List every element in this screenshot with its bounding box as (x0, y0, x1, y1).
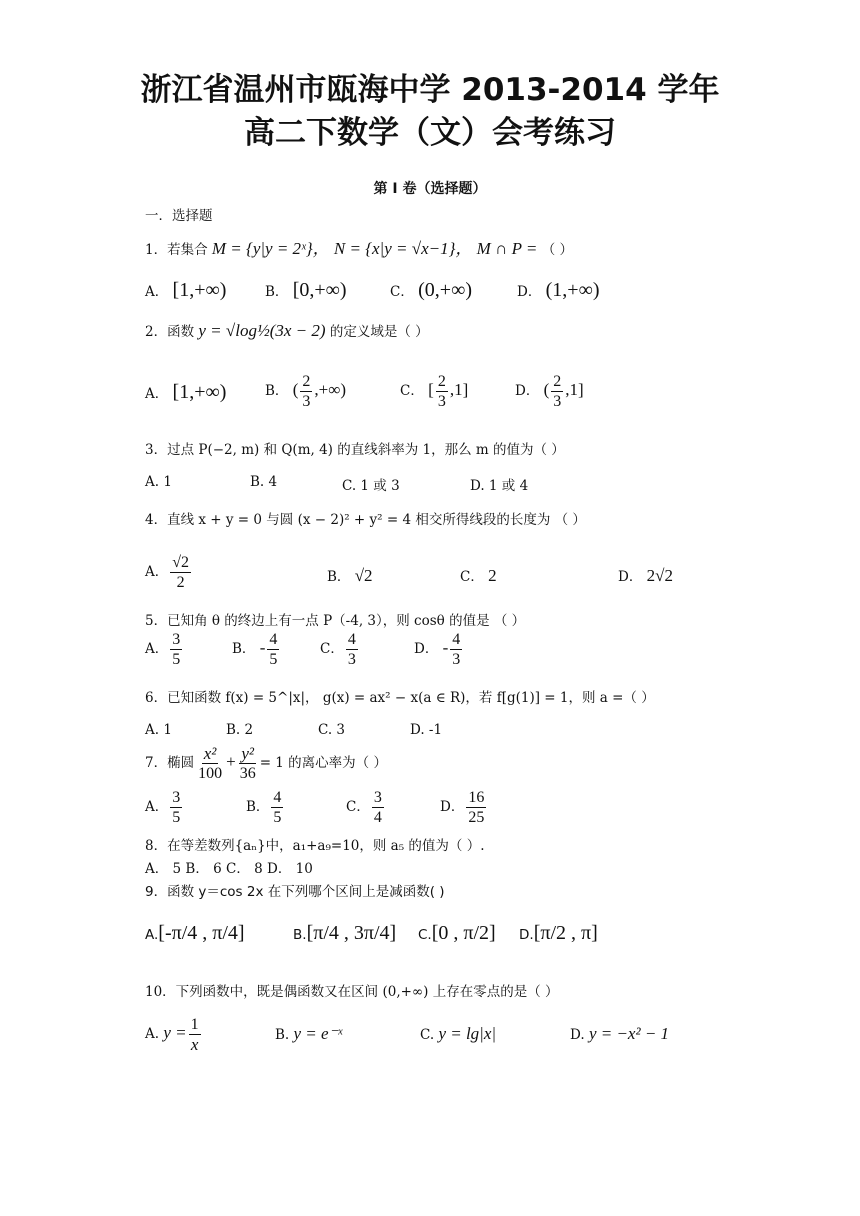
q6-option-d: D. -1 (410, 722, 443, 738)
q6-option-a: A. 1 (145, 722, 172, 738)
q6-option-b: B. 2 (226, 722, 254, 738)
question-2: 2．函数 y = √log½(3x − 2) 的定义域是（ ） (145, 321, 429, 340)
q8-options: A． 5 B． 6 C． 8 D． 10 (145, 861, 313, 877)
q3-option-a: A. 1 (145, 474, 172, 490)
q5-option-b: B． - $\frac{4}{5}$ (232, 631, 278, 668)
q4-option-d: D． 2√2 (618, 566, 673, 585)
question-9: 9．函数 y＝cos 2x 在下列哪个区间上是减函数( ) (145, 884, 445, 900)
q9-option-b: B.[π/4 , 3π/4] (293, 922, 397, 944)
q7-option-c: C． $\frac{3}{4}$ (346, 789, 382, 826)
q4-option-a: A． $\frac{√2}{2}$ (145, 554, 190, 591)
q2-option-a: A． [1,+∞) (145, 381, 227, 403)
q7-option-a: A． $\frac{3}{5}$ (145, 789, 181, 826)
q7-option-d: D． $\frac{16}{25}$ (440, 789, 485, 826)
q4-option-b: B． √2 (327, 566, 373, 585)
q3-option-d: D. 1 或 4 (470, 478, 529, 494)
question-5: 5．已知角 θ 的终边上有一点 P（-4, 3），则 cosθ 的值是 （ ） (145, 613, 526, 629)
q1-option-c: C． (0,+∞) (390, 279, 472, 301)
question-1: 1．若集合 M = {y|y = 2ˣ}， N = {x|y = √x−1}， M ∩ P = （ ） (145, 239, 573, 258)
q9-option-c: C.[0 , π/2] (418, 922, 496, 944)
q6-option-c: C. 3 (318, 722, 346, 738)
q4-option-c: C． 2 (460, 566, 497, 585)
section-heading: 一．选择题 (145, 208, 213, 224)
q1-option-d: D． (1,+∞) (517, 279, 600, 301)
q9-option-d: D.[π/2 , π] (519, 922, 598, 944)
question-6: 6．已知函数 f(x) = 5^|x|， g(x) = ax² − x(a ∈ R)，若 f[g(1)] = 1，则 a =（ ） (145, 690, 655, 706)
question-4: 4．直线 x + y = 0 与圆 (x − 2)² + y² = 4 相交所得线段的长度为 （ ） (145, 512, 586, 528)
question-10: 10．下列函数中，既是偶函数又在区间 (0,+∞) 上存在零点的是（ ） (145, 984, 559, 1000)
q10-option-d: D. y = −x² − 1 (570, 1024, 670, 1043)
q10-option-b: B. y = e⁻ˣ (275, 1024, 343, 1043)
q1-option-b: B． [0,+∞) (265, 279, 347, 301)
question-7: 7．椭圆 $\frac{\text{x²}}{100}$ + $\frac{\text{y²}}{36}$ = 1 的离心率为（ ） (145, 744, 387, 782)
q5-option-c: C． $\frac{4}{3}$ (320, 631, 356, 668)
part-title: 第 I 卷（选择题） (373, 181, 487, 197)
q10-option-c: C. y = lg|x| (420, 1024, 497, 1043)
q2-option-d: D． ( $\frac{2}{3}$ ,1] (515, 373, 584, 410)
doc-title-line2: 高二下数学（文）会考练习 (244, 115, 616, 151)
question-8: 8．在等差数列{aₙ}中，a₁+a₉=10，则 a₅ 的值为（ ）. (145, 838, 485, 854)
q10-option-a: A. y = $\frac{1}{x}$ (145, 1016, 199, 1054)
q5-option-a: A． $\frac{3}{5}$ (145, 631, 181, 668)
q5-option-d: D． - $\frac{4}{3}$ (414, 631, 461, 668)
q9-option-a: A.[-π/4 , π/4] (145, 922, 245, 944)
doc-title-line1: 浙江省温州市瓯海中学 2013-2014 学年 (140, 72, 720, 108)
q2-option-b: B． ( $\frac{2}{3}$ ,+∞) (265, 373, 347, 410)
question-3: 3．过点 P(−2, m) 和 Q(m, 4) 的直线斜率为 1，那么 m 的值为（ ） (145, 442, 565, 458)
q3-option-b: B. 4 (250, 474, 278, 490)
q2-option-c: C． [ $\frac{2}{3}$ ,1] (400, 373, 469, 410)
q7-option-b: B． $\frac{4}{5}$ (246, 789, 282, 826)
q1-option-a: A． [1,+∞) (145, 279, 227, 301)
q3-option-c: C. 1 或 3 (342, 478, 400, 494)
